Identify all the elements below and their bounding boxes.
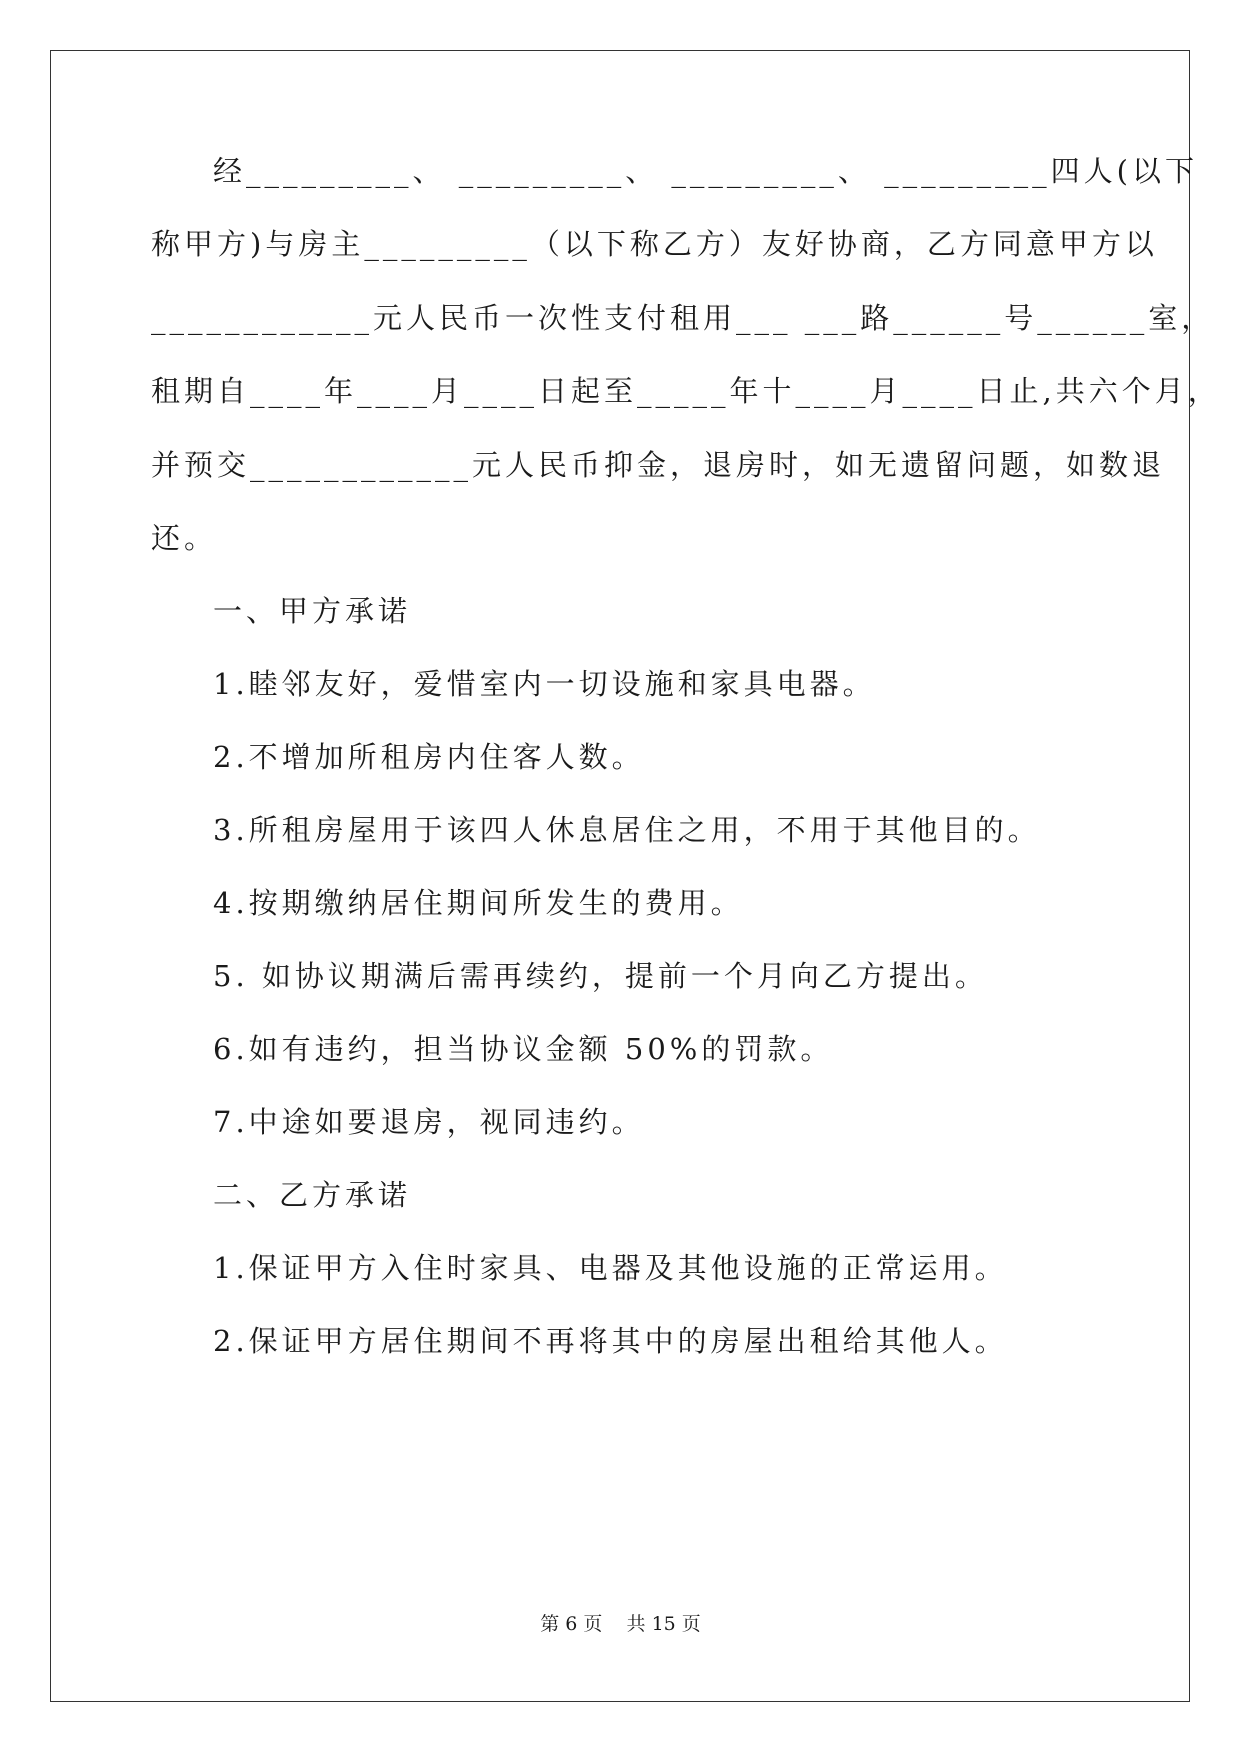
list-item: 6.如有违约，担当协议金额 50%的罚款。 xyxy=(213,1032,834,1066)
intro-paragraph-line: 租期自____年____月____日起至_____年十____月____日止,共六个月， xyxy=(151,374,1221,408)
list-item: 4.按期缴纳居住期间所发生的费用。 xyxy=(213,886,744,920)
list-item: 2.保证甲方居住期间不再将其中的房屋出租给其他人。 xyxy=(213,1324,1008,1358)
intro-paragraph-line: 并预交____________元人民币抑金，退房时，如无遗留问题，如数退 xyxy=(151,448,1166,482)
intro-paragraph-line: 经_________、 _________、 _________、 _________四人(以下 xyxy=(213,154,1198,188)
section-heading-party-b: 二、乙方承诺 xyxy=(213,1178,412,1212)
list-item: 2.不增加所租房内住客人数。 xyxy=(213,740,645,774)
intro-paragraph-line: 还。 xyxy=(151,521,218,555)
list-item: 1.保证甲方入住时家具、电器及其他设施的正常运用。 xyxy=(213,1251,1008,1285)
intro-paragraph-line: 称甲方)与房主_________（以下称乙方）友好协商，乙方同意甲方以 xyxy=(151,227,1158,261)
list-item: 1.睦邻友好，爱惜室内一切设施和家具电器。 xyxy=(213,667,876,701)
list-item: 5. 如协议期满后需再续约，提前一个月向乙方提出。 xyxy=(213,959,988,993)
page-number-footer: 第 6 页 共 15 页 xyxy=(540,1613,701,1635)
list-item: 3.所租房屋用于该四人休息居住之用，不用于其他目的。 xyxy=(213,813,1041,847)
intro-paragraph-line: ____________元人民币一次性支付租用___ ___路______号______室， xyxy=(151,301,1215,335)
section-heading-party-a: 一、甲方承诺 xyxy=(213,594,412,628)
list-item: 7.中途如要退房，视同违约。 xyxy=(213,1105,645,1139)
